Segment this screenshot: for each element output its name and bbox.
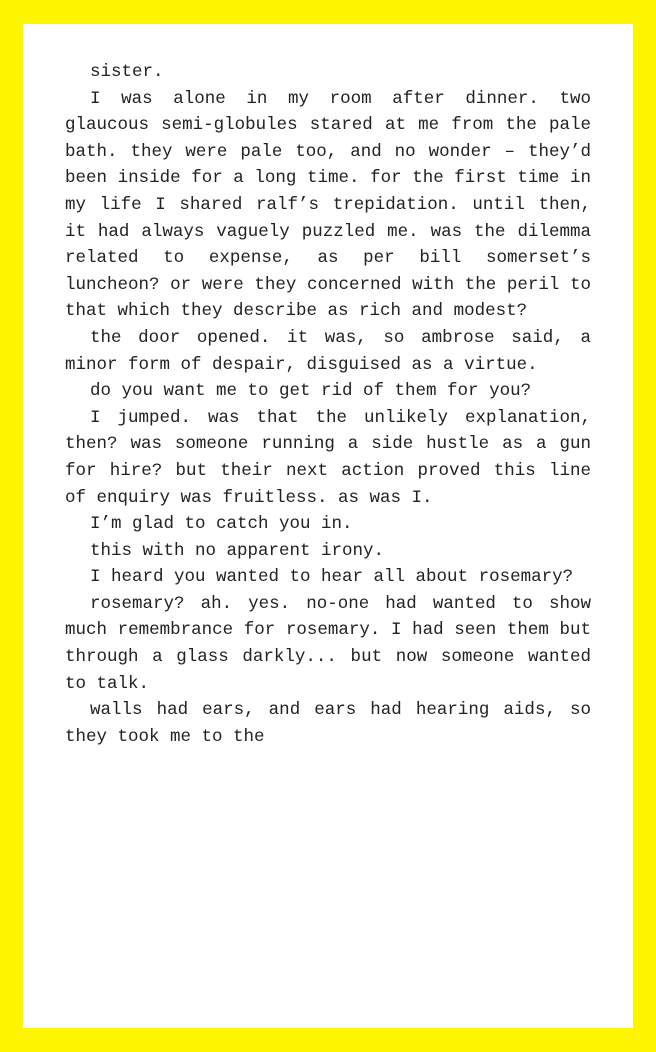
paragraph-4: do you want me to get rid of them for you? (90, 381, 532, 402)
book-page (65, 59, 591, 750)
paragraph-2: I was alone in my room after dinner. two glaucous semi-globules stared at me from the pale bath. they were pale too, and no wonder – they’d been inside for a long time. for the first time in my life I shared ralf’s trepidation. until then, it had always vaguely puzzled me. was the dilemma related to expense, as per bill somerset’s luncheon? or were they concerned with the peril to that which they describe as rich and modest? (65, 88, 591, 322)
paragraph-5: I jumped. was that the unlikely explanation, then? was someone running a side hustle as a gun for hire? but their next action proved this line of enquiry was fruitless. as was I. (65, 407, 591, 508)
paragraph-10: walls had ears, and ears had hearing aids, so they took me to the (65, 700, 591, 747)
paragraph-1: sister. (90, 62, 164, 82)
paragraph-7: this with no apparent irony. (90, 540, 385, 561)
paragraph-8: I heard you wanted to hear all about rosemary? (90, 567, 574, 588)
paragraph-6: I’m glad to catch you in. (90, 514, 353, 535)
paragraph-9: rosemary? ah. yes. no-one had wanted to show much remembrance for rosemary. I had seen them but through a glass darkly... but now someone wanted to talk. (65, 593, 591, 694)
paragraph-3: the door opened. it was, so ambrose said, a minor form of despair, disguised as a virtue. (65, 327, 591, 375)
